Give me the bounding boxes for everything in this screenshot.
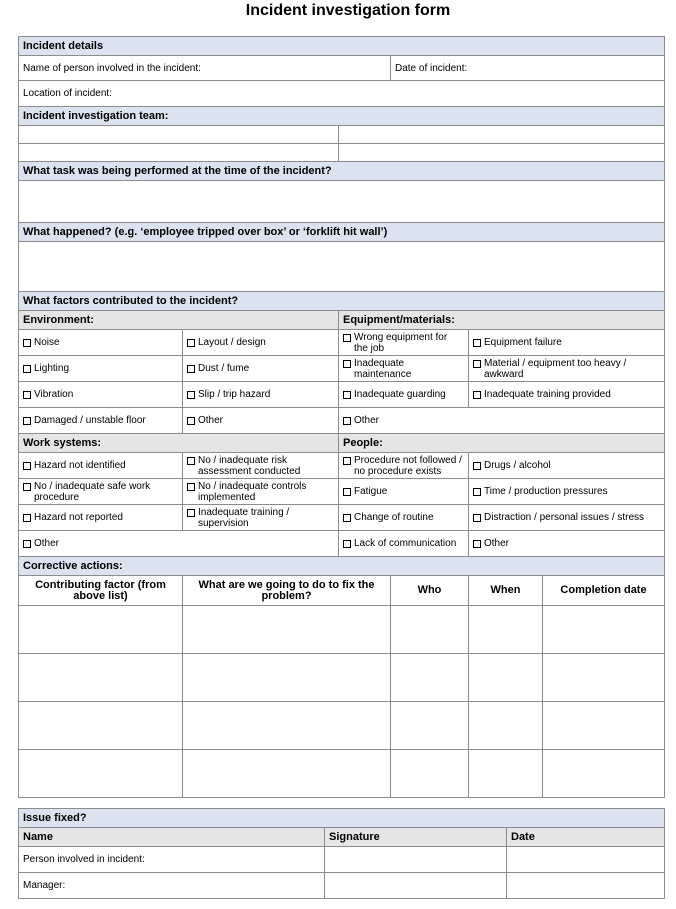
factor-checkbox[interactable]: Layout / design	[183, 330, 339, 356]
date-field[interactable]	[507, 847, 665, 873]
factor-checkbox[interactable]: Inadequate training provided	[469, 382, 665, 408]
form-title: Incident investigation form	[245, 2, 451, 19]
checkbox-icon[interactable]	[343, 360, 351, 368]
what-happened-header: What happened? (e.g. ‘employee tripped over box’ or ‘forklift hit wall’)	[19, 223, 665, 242]
checkbox-icon[interactable]	[187, 417, 195, 425]
checkbox-icon[interactable]	[343, 488, 351, 496]
table-cell[interactable]	[469, 702, 543, 750]
checkbox-icon[interactable]	[473, 540, 481, 548]
table-cell[interactable]	[183, 606, 391, 654]
table-cell[interactable]	[391, 750, 469, 798]
factor-checkbox[interactable]: Material / equipment too heavy / awkward	[469, 356, 665, 382]
checkbox-icon[interactable]	[23, 514, 31, 522]
checkbox-icon[interactable]	[187, 339, 195, 347]
person-name-field[interactable]: Name of person involved in the incident:	[19, 56, 391, 81]
team-member-field[interactable]	[19, 126, 339, 144]
table-cell[interactable]	[543, 654, 665, 702]
team-member-field[interactable]	[339, 126, 665, 144]
factor-checkbox[interactable]: Hazard not reported	[19, 505, 183, 531]
factor-checkbox[interactable]: Inadequate maintenance	[339, 356, 469, 382]
factor-checkbox[interactable]: Change of routine	[339, 505, 469, 531]
checkbox-icon[interactable]	[473, 391, 481, 399]
col-fix-plan: What are we going to do to fix the problem?	[183, 576, 391, 606]
person-involved-row-label: Person involved in incident:	[19, 847, 325, 873]
factor-checkbox[interactable]: Equipment failure	[469, 330, 665, 356]
signature-field[interactable]	[325, 873, 507, 899]
factor-checkbox[interactable]: Other	[19, 531, 339, 557]
factor-checkbox[interactable]: Noise	[19, 330, 183, 356]
table-cell[interactable]	[19, 606, 183, 654]
checkbox-icon[interactable]	[23, 483, 31, 491]
factor-checkbox[interactable]: Distraction / personal issues / stress	[469, 505, 665, 531]
checkbox-icon[interactable]	[473, 462, 481, 470]
checkbox-icon[interactable]	[473, 360, 481, 368]
factor-checkbox[interactable]: No / inadequate safe work procedure	[19, 479, 183, 505]
checkbox-icon[interactable]	[343, 540, 351, 548]
table-cell[interactable]	[19, 750, 183, 798]
table-cell[interactable]	[183, 750, 391, 798]
date-field[interactable]	[507, 873, 665, 899]
checkbox-icon[interactable]	[23, 391, 31, 399]
factor-checkbox[interactable]: Damaged / unstable floor	[19, 408, 183, 434]
investigation-team-header: Incident investigation team:	[19, 107, 665, 126]
factor-checkbox[interactable]: Fatigue	[339, 479, 469, 505]
checkbox-icon[interactable]	[343, 391, 351, 399]
factor-checkbox[interactable]: Time / production pressures	[469, 479, 665, 505]
manager-row-label: Manager:	[19, 873, 325, 899]
col-contributing-factor: Contributing factor (from above list)	[19, 576, 183, 606]
factor-checkbox[interactable]: Drugs / alcohol	[469, 453, 665, 479]
factor-checkbox[interactable]: Wrong equipment for the job	[339, 330, 469, 356]
factor-checkbox[interactable]: No / inadequate controls implemented	[183, 479, 339, 505]
table-cell[interactable]	[469, 654, 543, 702]
signature-field[interactable]	[325, 847, 507, 873]
incident-date-field[interactable]: Date of incident:	[391, 56, 665, 81]
checkbox-icon[interactable]	[23, 540, 31, 548]
checkbox-icon[interactable]	[343, 514, 351, 522]
checkbox-icon[interactable]	[187, 483, 195, 491]
col-name: Name	[19, 828, 325, 847]
table-cell[interactable]	[19, 702, 183, 750]
checkbox-icon[interactable]	[473, 339, 481, 347]
factor-checkbox[interactable]: Lack of communication	[339, 531, 469, 557]
factor-checkbox[interactable]: Inadequate guarding	[339, 382, 469, 408]
what-happened-field[interactable]	[19, 242, 665, 292]
checkbox-icon[interactable]	[23, 417, 31, 425]
table-cell[interactable]	[543, 750, 665, 798]
factor-checkbox[interactable]: Hazard not identified	[19, 453, 183, 479]
checkbox-icon[interactable]	[187, 457, 195, 465]
factor-checkbox[interactable]: No / inadequate risk assessment conducted	[183, 453, 339, 479]
task-header: What task was being performed at the time of the incident?	[19, 162, 665, 181]
table-cell[interactable]	[469, 606, 543, 654]
incident-location-field[interactable]: Location of incident:	[19, 81, 665, 107]
checkbox-icon[interactable]	[187, 365, 195, 373]
checkbox-icon[interactable]	[473, 514, 481, 522]
checkbox-icon[interactable]	[187, 391, 195, 399]
factor-checkbox[interactable]: Other	[469, 531, 665, 557]
table-cell[interactable]	[469, 750, 543, 798]
issue-fixed-table	[18, 808, 665, 899]
checkbox-icon[interactable]	[473, 488, 481, 496]
table-cell[interactable]	[183, 702, 391, 750]
checkbox-icon[interactable]	[343, 334, 351, 342]
work-systems-header: Work systems:	[19, 434, 339, 453]
checkbox-icon[interactable]	[343, 417, 351, 425]
equipment-header: Equipment/materials:	[339, 311, 665, 330]
task-description-field[interactable]	[19, 181, 665, 223]
col-completion-date: Completion date	[543, 576, 665, 606]
table-cell[interactable]	[183, 654, 391, 702]
table-cell[interactable]	[543, 606, 665, 654]
factor-checkbox[interactable]: Other	[183, 408, 339, 434]
factor-checkbox[interactable]: Dust / fume	[183, 356, 339, 382]
table-cell[interactable]	[391, 702, 469, 750]
table-cell[interactable]	[543, 702, 665, 750]
corrective-actions-header: Corrective actions:	[19, 557, 665, 576]
incident-form-table	[18, 36, 665, 798]
people-header: People:	[339, 434, 665, 453]
table-cell[interactable]	[19, 654, 183, 702]
factor-checkbox[interactable]: Other	[339, 408, 665, 434]
factors-header: What factors contributed to the incident?	[19, 292, 665, 311]
col-signature: Signature	[325, 828, 507, 847]
checkbox-icon[interactable]	[23, 339, 31, 347]
team-member-field[interactable]	[19, 144, 339, 162]
checkbox-icon[interactable]	[23, 462, 31, 470]
table-cell[interactable]	[391, 606, 469, 654]
col-when: When	[469, 576, 543, 606]
checkbox-icon[interactable]	[187, 509, 195, 517]
factor-checkbox[interactable]: Inadequate training / supervision	[183, 505, 339, 531]
col-who: Who	[391, 576, 469, 606]
team-member-field[interactable]	[339, 144, 665, 162]
factor-checkbox[interactable]: Lighting	[19, 356, 183, 382]
issue-fixed-header: Issue fixed?	[19, 809, 665, 828]
factor-checkbox[interactable]: Slip / trip hazard	[183, 382, 339, 408]
factor-checkbox[interactable]: Procedure not followed / no procedure exists	[339, 453, 469, 479]
checkbox-icon[interactable]	[343, 457, 351, 465]
checkbox-icon[interactable]	[23, 365, 31, 373]
col-date: Date	[507, 828, 665, 847]
table-cell[interactable]	[391, 654, 469, 702]
environment-header: Environment:	[19, 311, 339, 330]
factor-checkbox[interactable]: Vibration	[19, 382, 183, 408]
incident-details-header: Incident details	[19, 37, 665, 56]
